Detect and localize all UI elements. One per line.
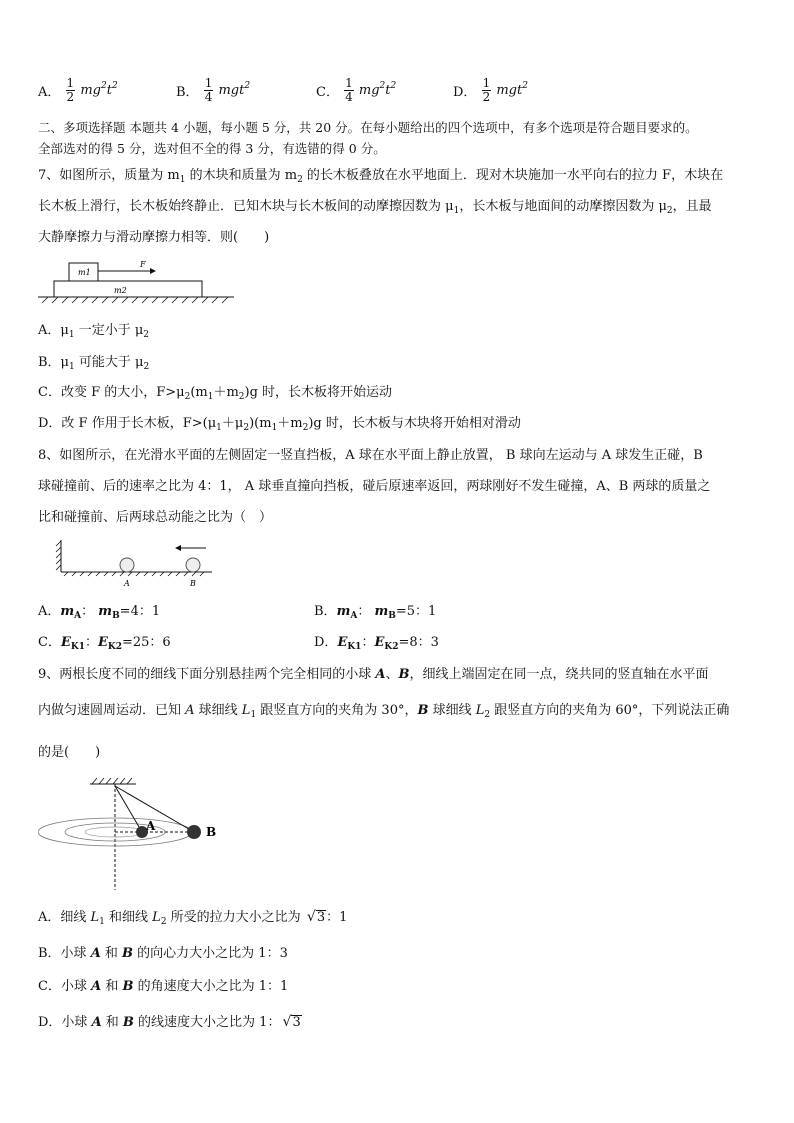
q8-option-a[interactable]: A．$m_A$： $m_B=4$：1 <box>38 604 161 621</box>
q9-option-d[interactable]: D．小球 A 和 B 的线速度大小之比为 1：√ 3 <box>38 1014 302 1032</box>
q8-figure <box>54 538 224 590</box>
expression: mgt$^2$ <box>218 81 251 98</box>
fraction: $\frac{1}{4}$ <box>204 76 213 104</box>
expression: $mg^2t^2$ <box>80 81 118 98</box>
q9-option-a[interactable]: A．细线 $L_1$ 和细线 $L_2$ 所受的拉力大小之比为 √ 3：1 <box>38 909 347 927</box>
ball-b <box>186 558 200 572</box>
q6-option-a[interactable]: A． $\frac{1}{2}$ $mg^2t^2$ <box>38 76 118 104</box>
section-header-line2: 全部选对的得 5 分，选对但不全的得 3 分，有选错的得 0 分。 <box>38 141 386 156</box>
q8-stem-line1: 8、如图所示，在光滑水平面的左侧固定一竖直挡板，A 球在水平面上静止放置， B 球向左运动与 A 球发生正碰，B <box>38 448 703 463</box>
q8-stem-line2: 球碰撞前、后的速率之比为 4：1， A 球垂直撞向挡板，碰后原速率返回，两球刚好不发生碰撞，A、B 两球的质量之 <box>38 479 711 494</box>
ceiling-hatching <box>92 778 132 784</box>
q7-option-d[interactable]: D．改 F 作用于长木板，$F>(\mu_1+\mu_2)(m_1+m_2)g$ 时，长木板与木块将开始相对滑动 <box>38 416 521 433</box>
expression: mgt$^2$ <box>496 81 528 98</box>
label-a: A <box>124 579 130 588</box>
board-label: m2 <box>114 286 127 295</box>
force-label: F <box>140 260 146 269</box>
ball-b <box>187 825 201 839</box>
fraction: $\frac{1}{4}$ <box>345 76 353 104</box>
arrow-head-icon <box>175 545 181 551</box>
block-label: m1 <box>78 268 91 277</box>
q6-option-d[interactable]: D． $\frac{1}{2}$ mgt$^2$ <box>453 76 528 104</box>
sqrt-symbol: √ 3 <box>282 1014 301 1032</box>
fraction: $\frac{1}{2}$ <box>482 76 491 104</box>
section-header-line1: 二、多项选择题 本题共 4 小题，每小题 5 分，共 20 分。在每小题给出的四个选项中，有多个选项是符合题目要求的。 <box>38 120 698 135</box>
q8-option-b[interactable]: B．$m_A$： $m_B=5$：1 <box>314 604 437 621</box>
ground-hatching <box>42 297 228 303</box>
q9-stem-line1: 9、两根长度不同的细线下面分别悬挂两个完全相同的小球 A、B，细线上端固定在同一点，绕共同的竖直轴在水平面 <box>38 667 709 682</box>
q9-option-c[interactable]: C．小球 A 和 B 的角速度大小之比为 1：1 <box>38 979 289 994</box>
wall-hatching <box>56 541 61 570</box>
q7-figure <box>38 258 238 310</box>
expression: $mg^2t^2$ <box>358 81 397 98</box>
floor-hatching <box>64 572 204 576</box>
q6-option-b[interactable]: B． $\frac{1}{4}$ mgt$^2$ <box>176 76 251 104</box>
string-l1 <box>115 786 142 832</box>
q9-stem-line3: 的是( ) <box>38 745 101 760</box>
q6-option-c[interactable]: C． $\frac{1}{4}$ $mg^2t^2$ <box>316 76 397 104</box>
q9-stem-line2: 内做匀速圆周运动．已知 A 球细线 $L_1$ 跟竖直方向的夹角为 30°，B 球细线 $L_2$ 跟竖直方向的夹角为 60°，下列说法正确 <box>38 703 730 720</box>
q7-option-a[interactable]: A．$\mu_1$ 一定小于 $\mu_2$ <box>38 323 150 340</box>
label-b: B <box>206 825 217 839</box>
q7-stem-line3: 大静摩擦力与滑动摩擦力相等．则( ) <box>38 230 270 245</box>
q8-option-c[interactable]: C．$E_{K1}$：$E_{K2}=25$：6 <box>38 635 171 652</box>
q7-option-b[interactable]: B．$\mu_1$ 可能大于 $\mu_2$ <box>38 355 150 372</box>
q8-option-d[interactable]: D．$E_{K1}$：$E_{K2}=8$：3 <box>314 635 439 652</box>
fraction: $\frac{1}{2}$ <box>66 76 75 104</box>
q7-stem-line1: 7、如图所示，质量为 $m_1$ 的木块和质量为 $m_2$ 的长木板叠放在水平地面上．现对木块施加一水平向右的拉力 F，木块在 <box>38 168 724 185</box>
q9-option-b[interactable]: B．小球 A 和 B 的向心力大小之比为 1：3 <box>38 946 288 961</box>
q9-figure <box>38 775 238 893</box>
q8-stem-line3: 比和碰撞前、后两球总动能之比为（ ） <box>38 510 273 525</box>
board-m2 <box>54 281 202 297</box>
label-a: A <box>146 819 156 833</box>
q7-stem-line2: 长木板上滑行，长木板始终静止．已知木块与长木板间的动摩擦因数为 $\mu_1$，长木板与地面间的动摩擦因数为 $\mu_2$，且最 <box>38 199 712 216</box>
arrow-head-icon <box>150 268 156 274</box>
q7-option-c[interactable]: C．改变 F 的大小，$F>\mu_2(m_1+m_2)g$ 时，长木板将开始运动 <box>38 385 393 402</box>
sqrt-symbol: √ 3 <box>307 909 326 927</box>
label-b: B <box>190 579 196 588</box>
ball-a <box>120 558 134 572</box>
